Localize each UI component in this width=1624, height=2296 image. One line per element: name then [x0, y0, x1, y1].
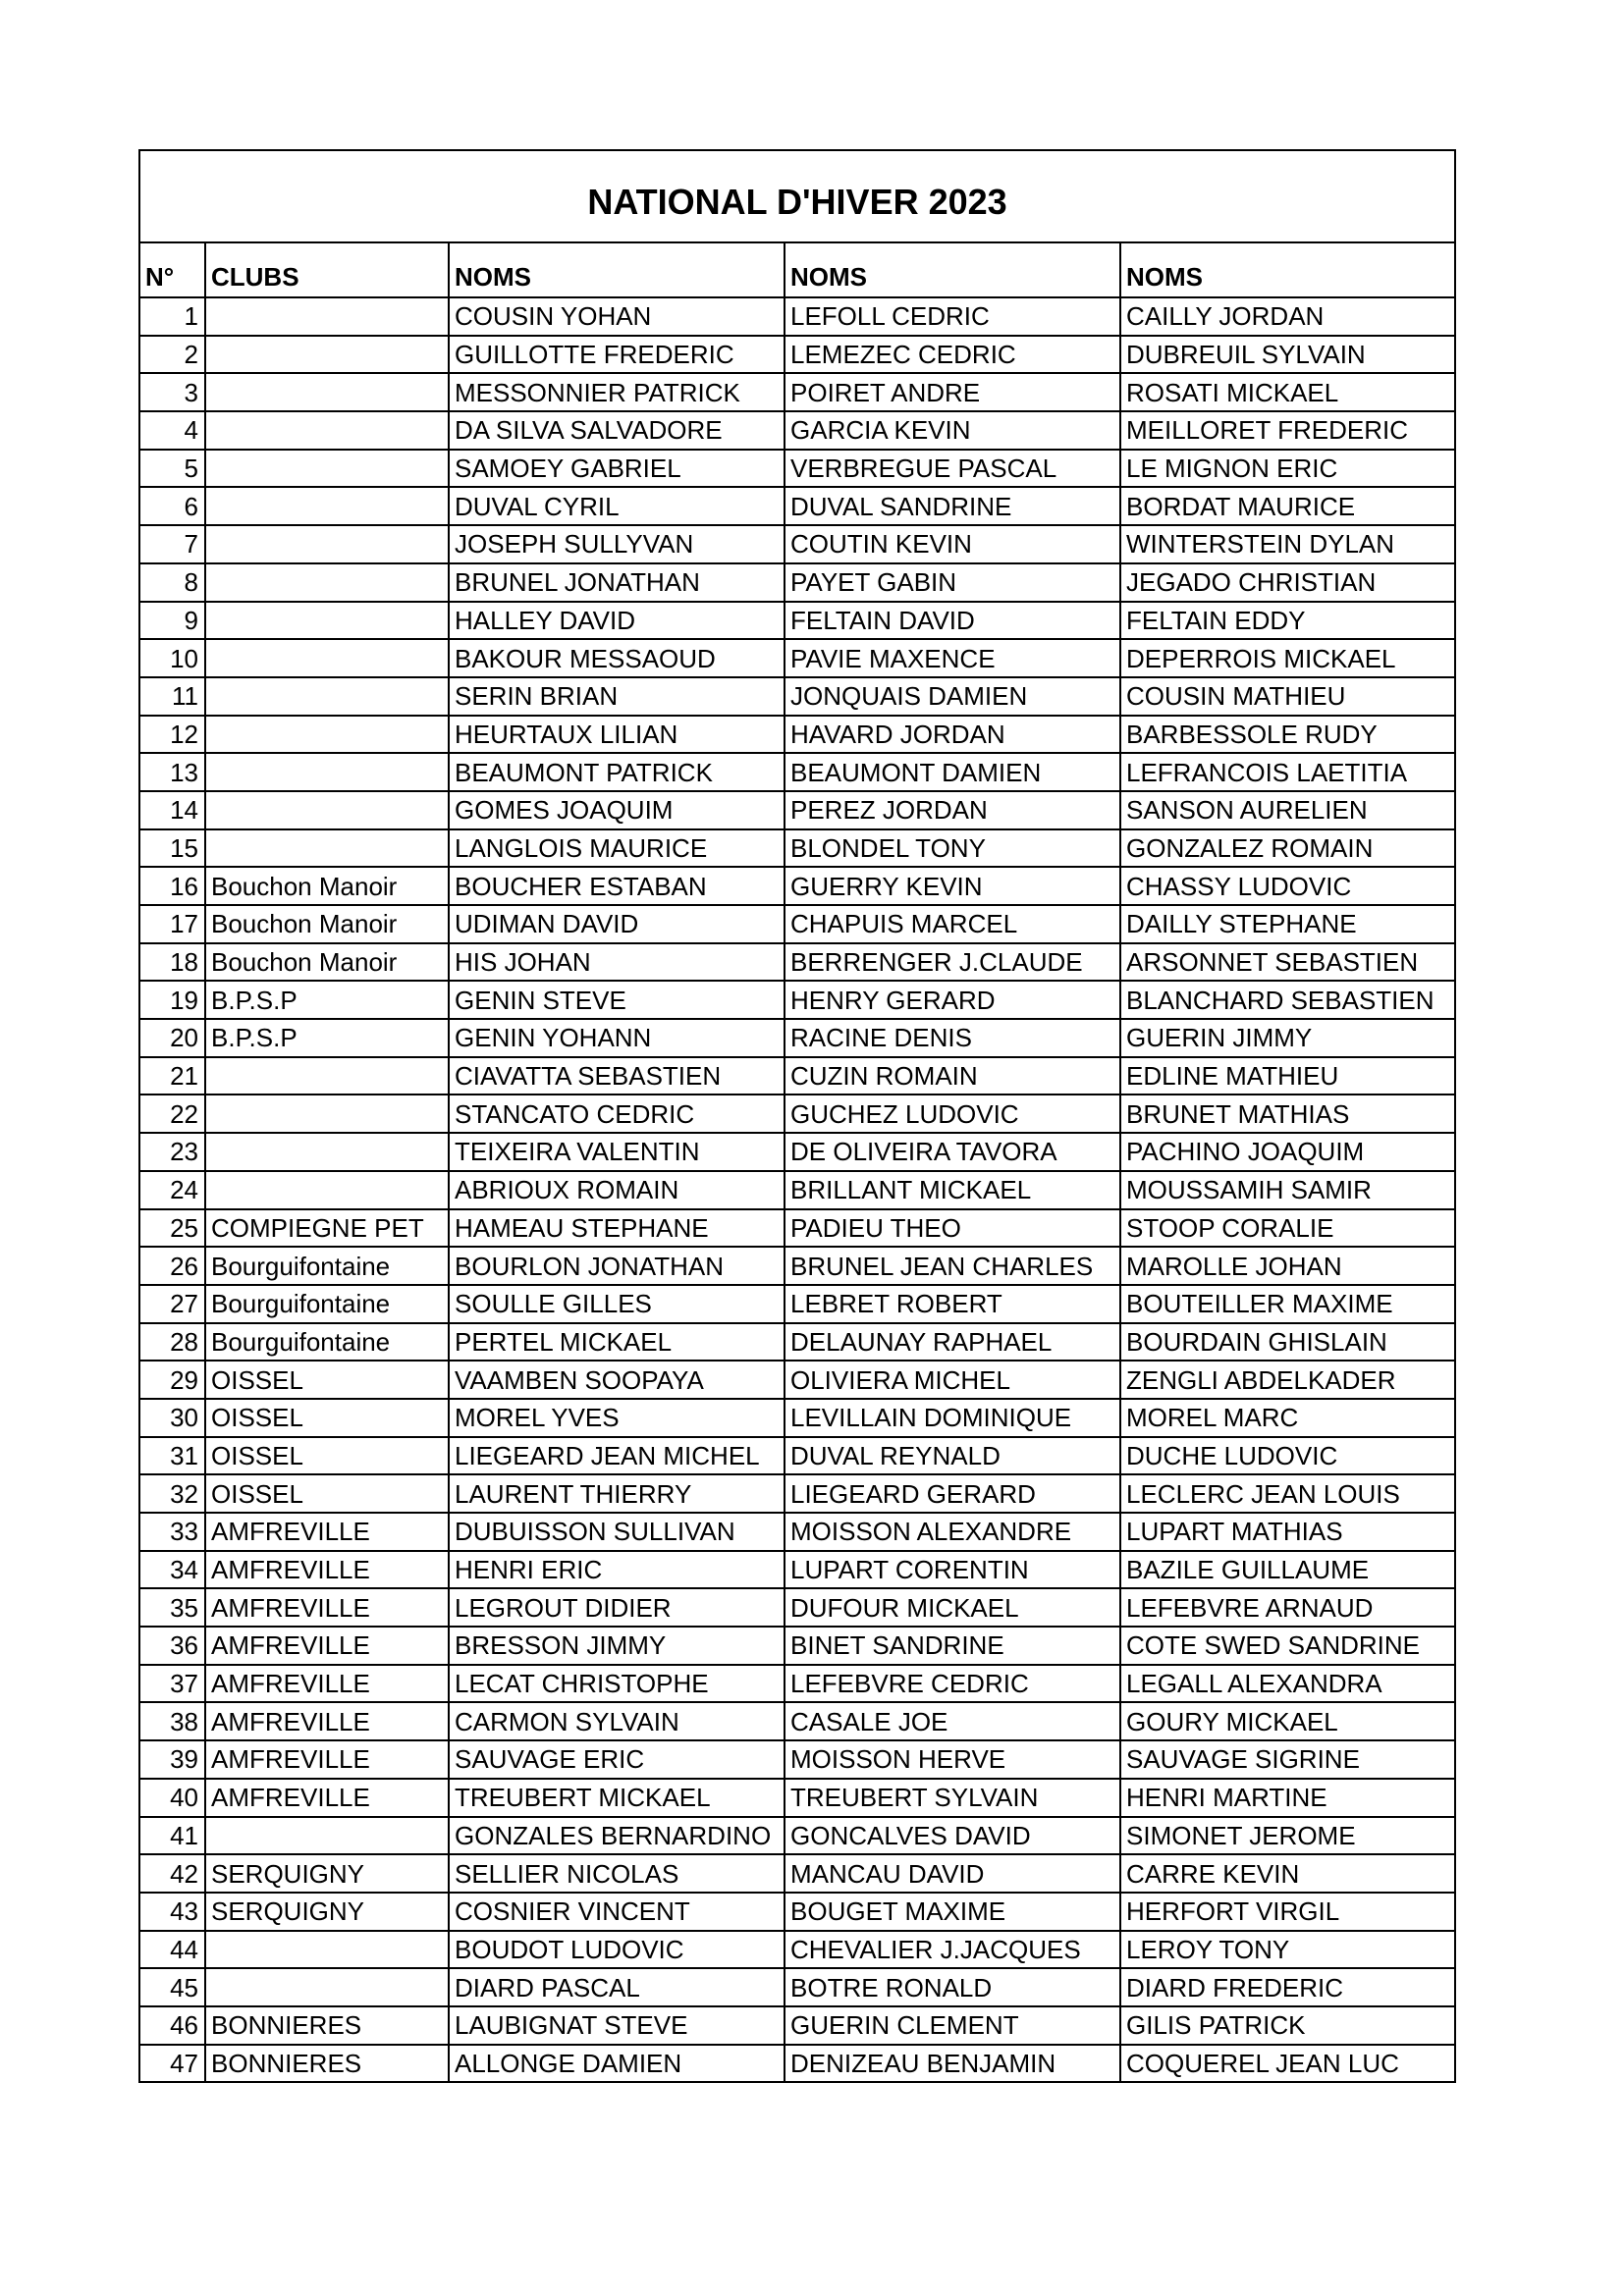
player-name-3: GILIS PATRICK [1120, 2006, 1455, 2045]
club-name: OISSEL [205, 1399, 449, 1437]
player-name-1: SOULLE GILLES [449, 1285, 785, 1323]
table-row [139, 1817, 1455, 1855]
player-name-3: DUBREUIL SYLVAIN [1120, 336, 1455, 374]
team-number: 24 [139, 1171, 205, 1209]
player-name-3: CAILLY JORDAN [1120, 297, 1455, 336]
table-row [139, 1209, 1455, 1248]
player-name-1: DIARD PASCAL [449, 1968, 785, 2006]
club-name: AMFREVILLE [205, 1513, 449, 1551]
club-name [205, 602, 449, 640]
player-name-1: BOUCHER ESTABAN [449, 867, 785, 905]
player-name-3: DEPERROIS MICKAEL [1120, 639, 1455, 677]
table-row [139, 905, 1455, 943]
player-name-3: DAILLY STEPHANE [1120, 905, 1455, 943]
player-name-1: LEGROUT DIDIER [449, 1588, 785, 1627]
sheet-title: NATIONAL D'HIVER 2023 [139, 150, 1455, 242]
player-name-1: PERTEL MICKAEL [449, 1323, 785, 1362]
player-name-1: SAMOEY GABRIEL [449, 450, 785, 488]
team-number: 46 [139, 2006, 205, 2045]
player-name-3: LEFRANCOIS LAETITIA [1120, 753, 1455, 791]
player-name-1: UDIMAN DAVID [449, 905, 785, 943]
player-name-3: LEROY TONY [1120, 1931, 1455, 1969]
table-row [139, 450, 1455, 488]
team-number: 27 [139, 1285, 205, 1323]
team-number: 29 [139, 1361, 205, 1399]
table-row [139, 1854, 1455, 1893]
team-number: 28 [139, 1323, 205, 1362]
team-number: 15 [139, 829, 205, 868]
club-name: Bourguifontaine [205, 1247, 449, 1285]
table-row [139, 1399, 1455, 1437]
team-number: 5 [139, 450, 205, 488]
team-number: 10 [139, 639, 205, 677]
table-row [139, 1779, 1455, 1817]
table-row [139, 1171, 1455, 1209]
player-name-1: GONZALES BERNARDINO [449, 1817, 785, 1855]
team-number: 7 [139, 525, 205, 563]
team-number: 25 [139, 1209, 205, 1248]
team-number: 16 [139, 867, 205, 905]
team-number: 37 [139, 1665, 205, 1703]
club-name [205, 487, 449, 525]
club-name [205, 1817, 449, 1855]
team-number: 20 [139, 1019, 205, 1057]
player-name-1: SAUVAGE ERIC [449, 1740, 785, 1779]
player-name-3: EDLINE MATHIEU [1120, 1057, 1455, 1095]
table-row [139, 943, 1455, 982]
team-number: 17 [139, 905, 205, 943]
club-name [205, 1171, 449, 1209]
title-row [139, 150, 1455, 242]
player-name-1: ALLONGE DAMIEN [449, 2045, 785, 2083]
player-name-2: BLONDEL TONY [785, 829, 1120, 868]
player-name-1: GENIN YOHANN [449, 1019, 785, 1057]
player-name-3: BOUTEILLER MAXIME [1120, 1285, 1455, 1323]
team-number: 30 [139, 1399, 205, 1437]
club-name [205, 450, 449, 488]
player-name-3: ZENGLI ABDELKADER [1120, 1361, 1455, 1399]
club-name [205, 1931, 449, 1969]
player-name-1: LANGLOIS MAURICE [449, 829, 785, 868]
team-number: 43 [139, 1893, 205, 1931]
player-name-2: JONQUAIS DAMIEN [785, 677, 1120, 716]
player-name-2: HAVARD JORDAN [785, 716, 1120, 754]
table-row [139, 1551, 1455, 1589]
table-row [139, 373, 1455, 411]
club-name [205, 525, 449, 563]
table-row [139, 753, 1455, 791]
player-name-2: DUVAL SANDRINE [785, 487, 1120, 525]
team-number: 3 [139, 373, 205, 411]
club-name: Bouchon Manoir [205, 905, 449, 943]
player-name-1: GUILLOTTE FREDERIC [449, 336, 785, 374]
player-name-1: DUBUISSON SULLIVAN [449, 1513, 785, 1551]
player-name-2: BRILLANT MICKAEL [785, 1171, 1120, 1209]
player-name-1: BRUNEL JONATHAN [449, 563, 785, 602]
player-name-3: GUERIN JIMMY [1120, 1019, 1455, 1057]
player-name-3: MOUSSAMIH SAMIR [1120, 1171, 1455, 1209]
table-row [139, 1931, 1455, 1969]
club-name: B.P.S.P [205, 1019, 449, 1057]
club-name: BONNIERES [205, 2045, 449, 2083]
table-row [139, 716, 1455, 754]
player-name-2: HENRY GERARD [785, 981, 1120, 1019]
club-name [205, 1133, 449, 1171]
table-row [139, 1893, 1455, 1931]
player-name-3: LEFEBVRE ARNAUD [1120, 1588, 1455, 1627]
player-name-1: JOSEPH SULLYVAN [449, 525, 785, 563]
table-row [139, 1285, 1455, 1323]
player-name-2: COUTIN KEVIN [785, 525, 1120, 563]
club-name: AMFREVILLE [205, 1665, 449, 1703]
team-number: 42 [139, 1854, 205, 1893]
table-row [139, 639, 1455, 677]
player-name-1: TREUBERT MICKAEL [449, 1779, 785, 1817]
player-name-2: GARCIA KEVIN [785, 411, 1120, 450]
team-number: 2 [139, 336, 205, 374]
player-name-2: DELAUNAY RAPHAEL [785, 1323, 1120, 1362]
player-name-1: LAURENT THIERRY [449, 1474, 785, 1513]
player-name-1: HIS JOHAN [449, 943, 785, 982]
player-name-3: GOURY MICKAEL [1120, 1702, 1455, 1740]
player-name-1: LIEGEARD JEAN MICHEL [449, 1437, 785, 1475]
player-name-2: POIRET ANDRE [785, 373, 1120, 411]
player-name-3: HENRI MARTINE [1120, 1779, 1455, 1817]
player-name-3: BORDAT MAURICE [1120, 487, 1455, 525]
team-number: 11 [139, 677, 205, 716]
table-row [139, 1665, 1455, 1703]
player-name-3: CHASSY LUDOVIC [1120, 867, 1455, 905]
table-row [139, 1437, 1455, 1475]
club-name: OISSEL [205, 1437, 449, 1475]
player-name-2: PEREZ JORDAN [785, 791, 1120, 829]
club-name: SERQUIGNY [205, 1854, 449, 1893]
player-name-1: COUSIN YOHAN [449, 297, 785, 336]
player-name-1: MESSONNIER PATRICK [449, 373, 785, 411]
player-name-3: LECLERC JEAN LOUIS [1120, 1474, 1455, 1513]
club-name [205, 297, 449, 336]
team-number: 6 [139, 487, 205, 525]
player-name-2: DUVAL REYNALD [785, 1437, 1120, 1475]
player-name-2: LEMEZEC CEDRIC [785, 336, 1120, 374]
player-name-1: ABRIOUX ROMAIN [449, 1171, 785, 1209]
table-body [139, 150, 1455, 2082]
team-number: 47 [139, 2045, 205, 2083]
table-row [139, 487, 1455, 525]
player-name-2: BERRENGER J.CLAUDE [785, 943, 1120, 982]
player-name-2: LEBRET ROBERT [785, 1285, 1120, 1323]
player-name-2: CHAPUIS MARCEL [785, 905, 1120, 943]
team-number: 23 [139, 1133, 205, 1171]
team-number: 13 [139, 753, 205, 791]
header-names-3: NOMS [1120, 242, 1455, 297]
table-row [139, 867, 1455, 905]
player-name-1: CARMON SYLVAIN [449, 1702, 785, 1740]
player-name-3: HERFORT VIRGIL [1120, 1893, 1455, 1931]
player-name-2: PADIEU THEO [785, 1209, 1120, 1248]
player-name-2: LEFEBVRE CEDRIC [785, 1665, 1120, 1703]
player-name-2: PAYET GABIN [785, 563, 1120, 602]
player-name-3: WINTERSTEIN DYLAN [1120, 525, 1455, 563]
player-name-1: CIAVATTA SEBASTIEN [449, 1057, 785, 1095]
header-clubs: CLUBS [205, 242, 449, 297]
club-name: OISSEL [205, 1474, 449, 1513]
table-row [139, 677, 1455, 716]
header-names-2: NOMS [785, 242, 1120, 297]
player-name-3: BOURDAIN GHISLAIN [1120, 1323, 1455, 1362]
team-number: 26 [139, 1247, 205, 1285]
team-number: 39 [139, 1740, 205, 1779]
player-name-2: BOUGET MAXIME [785, 1893, 1120, 1931]
table-row [139, 563, 1455, 602]
player-name-3: MOREL MARC [1120, 1399, 1455, 1437]
team-number: 38 [139, 1702, 205, 1740]
table-row [139, 1095, 1455, 1133]
player-name-1: BOURLON JONATHAN [449, 1247, 785, 1285]
table-row [139, 1323, 1455, 1362]
player-name-1: BEAUMONT PATRICK [449, 753, 785, 791]
player-name-3: BLANCHARD SEBASTIEN [1120, 981, 1455, 1019]
player-name-1: SERIN BRIAN [449, 677, 785, 716]
player-name-2: TREUBERT SYLVAIN [785, 1779, 1120, 1817]
club-name [205, 829, 449, 868]
player-name-3: LEGALL ALEXANDRA [1120, 1665, 1455, 1703]
club-name: AMFREVILLE [205, 1551, 449, 1589]
table-row [139, 791, 1455, 829]
club-name: B.P.S.P [205, 981, 449, 1019]
table-row [139, 1627, 1455, 1665]
header-row [139, 242, 1455, 297]
player-name-3: COTE SWED SANDRINE [1120, 1627, 1455, 1665]
club-name: Bourguifontaine [205, 1323, 449, 1362]
player-name-3: SIMONET JEROME [1120, 1817, 1455, 1855]
player-name-1: SELLIER NICOLAS [449, 1854, 785, 1893]
club-name: Bouchon Manoir [205, 867, 449, 905]
player-name-3: BRUNET MATHIAS [1120, 1095, 1455, 1133]
table-row [139, 1968, 1455, 2006]
player-name-2: GUCHEZ LUDOVIC [785, 1095, 1120, 1133]
club-name [205, 677, 449, 716]
player-name-1: GENIN STEVE [449, 981, 785, 1019]
player-name-1: STANCATO CEDRIC [449, 1095, 785, 1133]
table-row [139, 602, 1455, 640]
table-row [139, 1740, 1455, 1779]
player-name-1: BOUDOT LUDOVIC [449, 1931, 785, 1969]
table-row [139, 1588, 1455, 1627]
player-name-3: MEILLORET FREDERIC [1120, 411, 1455, 450]
team-number: 35 [139, 1588, 205, 1627]
player-name-1: COSNIER VINCENT [449, 1893, 785, 1931]
player-name-2: BEAUMONT DAMIEN [785, 753, 1120, 791]
table-row [139, 1361, 1455, 1399]
club-name [205, 716, 449, 754]
player-name-1: LAUBIGNAT STEVE [449, 2006, 785, 2045]
team-number: 21 [139, 1057, 205, 1095]
club-name [205, 1095, 449, 1133]
registration-table [138, 149, 1456, 2083]
player-name-2: CUZIN ROMAIN [785, 1057, 1120, 1095]
table-row [139, 829, 1455, 868]
table-row [139, 1057, 1455, 1095]
table-row [139, 981, 1455, 1019]
player-name-2: BOTRE RONALD [785, 1968, 1120, 2006]
club-name [205, 411, 449, 450]
player-name-3: BAZILE GUILLAUME [1120, 1551, 1455, 1589]
team-number: 14 [139, 791, 205, 829]
player-name-3: LUPART MATHIAS [1120, 1513, 1455, 1551]
player-name-2: DUFOUR MICKAEL [785, 1588, 1120, 1627]
player-name-3: JEGADO CHRISTIAN [1120, 563, 1455, 602]
team-number: 9 [139, 602, 205, 640]
player-name-2: LIEGEARD GERARD [785, 1474, 1120, 1513]
player-name-2: PAVIE MAXENCE [785, 639, 1120, 677]
table-row [139, 1513, 1455, 1551]
table-row [139, 1133, 1455, 1171]
club-name: Bourguifontaine [205, 1285, 449, 1323]
player-name-3: FELTAIN EDDY [1120, 602, 1455, 640]
player-name-1: TEIXEIRA VALENTIN [449, 1133, 785, 1171]
table-row [139, 525, 1455, 563]
club-name: AMFREVILLE [205, 1627, 449, 1665]
team-number: 34 [139, 1551, 205, 1589]
club-name [205, 753, 449, 791]
player-name-3: LE MIGNON ERIC [1120, 450, 1455, 488]
team-number: 40 [139, 1779, 205, 1817]
club-name: AMFREVILLE [205, 1702, 449, 1740]
player-name-3: GONZALEZ ROMAIN [1120, 829, 1455, 868]
player-name-3: BARBESSOLE RUDY [1120, 716, 1455, 754]
club-name: COMPIEGNE PET [205, 1209, 449, 1248]
player-name-1: HALLEY DAVID [449, 602, 785, 640]
table-row [139, 2006, 1455, 2045]
club-name [205, 373, 449, 411]
player-name-3: DIARD FREDERIC [1120, 1968, 1455, 2006]
table-row [139, 2045, 1455, 2083]
club-name: Bouchon Manoir [205, 943, 449, 982]
player-name-3: SANSON AURELIEN [1120, 791, 1455, 829]
player-name-3: CARRE KEVIN [1120, 1854, 1455, 1893]
club-name: AMFREVILLE [205, 1740, 449, 1779]
club-name: AMFREVILLE [205, 1588, 449, 1627]
team-number: 19 [139, 981, 205, 1019]
player-name-1: DUVAL CYRIL [449, 487, 785, 525]
team-number: 45 [139, 1968, 205, 2006]
table-row [139, 1019, 1455, 1057]
team-number: 18 [139, 943, 205, 982]
player-name-3: ARSONNET SEBASTIEN [1120, 943, 1455, 982]
table-row [139, 1474, 1455, 1513]
player-name-3: COQUEREL JEAN LUC [1120, 2045, 1455, 2083]
header-names-1: NOMS [449, 242, 785, 297]
player-name-2: LEFOLL CEDRIC [785, 297, 1120, 336]
table-row [139, 1702, 1455, 1740]
team-number: 44 [139, 1931, 205, 1969]
player-name-2: MOISSON ALEXANDRE [785, 1513, 1120, 1551]
player-name-2: DE OLIVEIRA TAVORA [785, 1133, 1120, 1171]
player-name-3: PACHINO JOAQUIM [1120, 1133, 1455, 1171]
club-name [205, 336, 449, 374]
player-name-3: STOOP CORALIE [1120, 1209, 1455, 1248]
player-name-2: RACINE DENIS [785, 1019, 1120, 1057]
player-name-2: FELTAIN DAVID [785, 602, 1120, 640]
player-name-3: ROSATI MICKAEL [1120, 373, 1455, 411]
player-name-3: SAUVAGE SIGRINE [1120, 1740, 1455, 1779]
team-number: 32 [139, 1474, 205, 1513]
player-name-2: BRUNEL JEAN CHARLES [785, 1247, 1120, 1285]
player-name-2: GONCALVES DAVID [785, 1817, 1120, 1855]
club-name: OISSEL [205, 1361, 449, 1399]
player-name-2: GUERIN CLEMENT [785, 2006, 1120, 2045]
team-number: 31 [139, 1437, 205, 1475]
player-name-2: CHEVALIER J.JACQUES [785, 1931, 1120, 1969]
team-number: 4 [139, 411, 205, 450]
club-name [205, 1968, 449, 2006]
player-name-1: BAKOUR MESSAOUD [449, 639, 785, 677]
player-name-3: MAROLLE JOHAN [1120, 1247, 1455, 1285]
player-name-2: BINET SANDRINE [785, 1627, 1120, 1665]
team-number: 8 [139, 563, 205, 602]
team-number: 1 [139, 297, 205, 336]
player-name-1: BRESSON JIMMY [449, 1627, 785, 1665]
player-name-1: MOREL YVES [449, 1399, 785, 1437]
club-name: SERQUIGNY [205, 1893, 449, 1931]
player-name-1: HEURTAUX LILIAN [449, 716, 785, 754]
club-name [205, 639, 449, 677]
header-number: N° [139, 242, 205, 297]
player-name-1: DA SILVA SALVADORE [449, 411, 785, 450]
player-name-2: LUPART CORENTIN [785, 1551, 1120, 1589]
team-number: 36 [139, 1627, 205, 1665]
table-row [139, 336, 1455, 374]
player-name-1: GOMES JOAQUIM [449, 791, 785, 829]
player-name-2: LEVILLAIN DOMINIQUE [785, 1399, 1120, 1437]
club-name: AMFREVILLE [205, 1779, 449, 1817]
player-name-2: OLIVIERA MICHEL [785, 1361, 1120, 1399]
club-name [205, 791, 449, 829]
player-name-1: HENRI ERIC [449, 1551, 785, 1589]
player-name-1: HAMEAU STEPHANE [449, 1209, 785, 1248]
team-number: 22 [139, 1095, 205, 1133]
team-number: 41 [139, 1817, 205, 1855]
player-name-2: MANCAU DAVID [785, 1854, 1120, 1893]
player-name-2: CASALE JOE [785, 1702, 1120, 1740]
table-row [139, 1247, 1455, 1285]
player-name-2: MOISSON HERVE [785, 1740, 1120, 1779]
club-name [205, 1057, 449, 1095]
team-number: 33 [139, 1513, 205, 1551]
team-number: 12 [139, 716, 205, 754]
player-name-3: DUCHE LUDOVIC [1120, 1437, 1455, 1475]
player-name-2: GUERRY KEVIN [785, 867, 1120, 905]
player-name-2: VERBREGUE PASCAL [785, 450, 1120, 488]
club-name [205, 563, 449, 602]
table-row [139, 297, 1455, 336]
player-name-3: COUSIN MATHIEU [1120, 677, 1455, 716]
table-row [139, 411, 1455, 450]
player-name-2: DENIZEAU BENJAMIN [785, 2045, 1120, 2083]
club-name: BONNIERES [205, 2006, 449, 2045]
player-name-1: LECAT CHRISTOPHE [449, 1665, 785, 1703]
player-name-1: VAAMBEN SOOPAYA [449, 1361, 785, 1399]
